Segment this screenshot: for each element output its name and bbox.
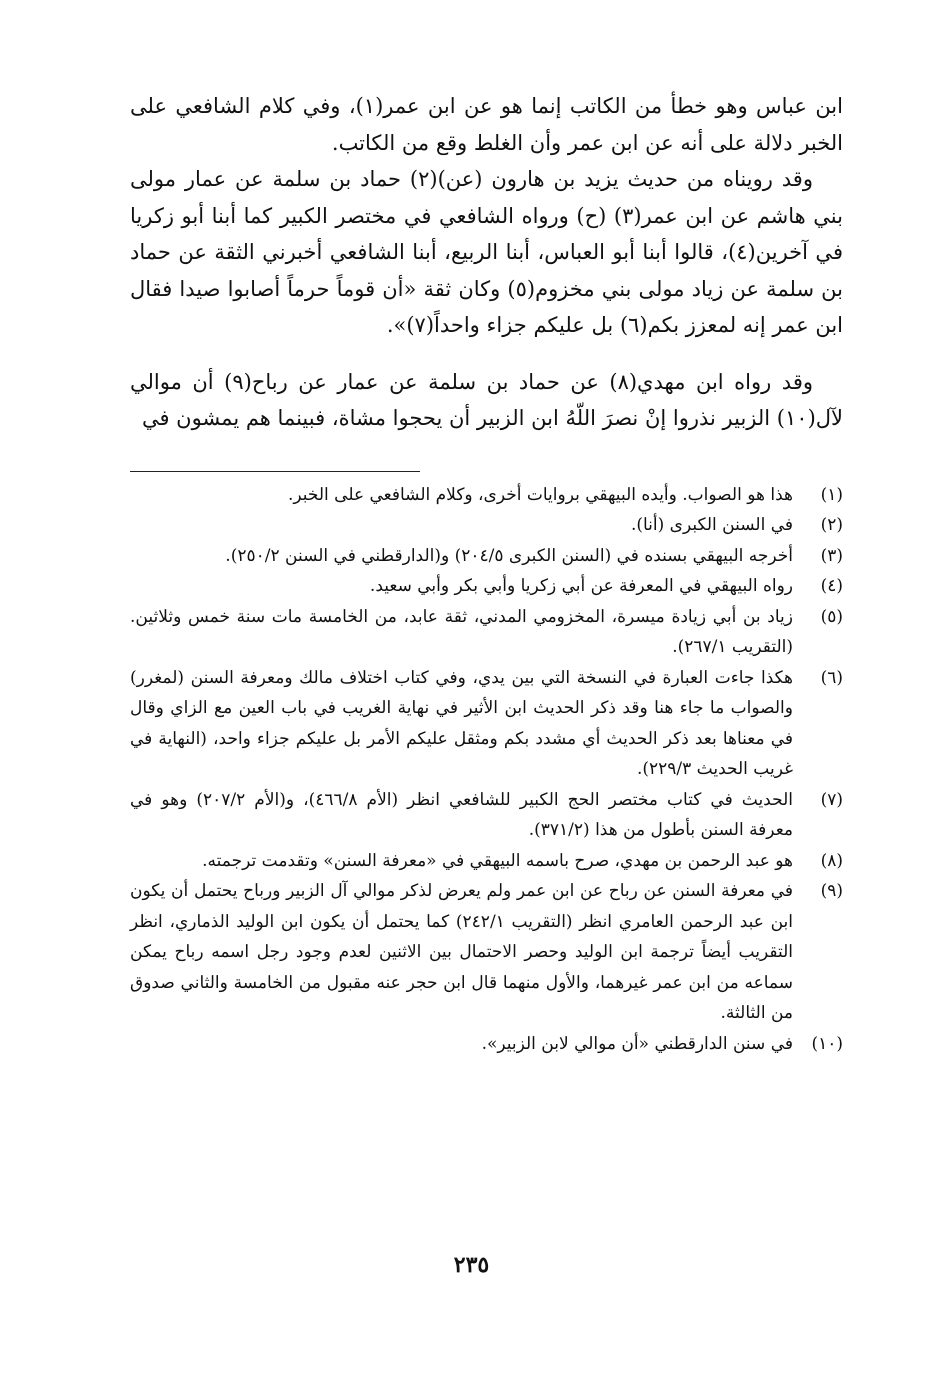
footnotes: [130, 480, 843, 1060]
footnote-text: أخرجه البيهقي بسنده في (السنن الكبرى ٢٠٤/٥) و(الدارقطني في السنن ٢٥٠/٢).: [225, 545, 793, 566]
footnote: [130, 663, 843, 785]
footnote-separator: [130, 471, 420, 472]
page-number: ٢٣٥: [453, 1252, 490, 1278]
footnote: [130, 510, 843, 541]
footnote-number: (٥): [820, 606, 843, 627]
footnote-number: (١): [820, 484, 843, 505]
footnote-text: رواه البيهقي في المعرفة عن أبي زكريا وأبي بكر وأبي سعيد.: [369, 576, 793, 596]
footnote: [130, 876, 843, 1029]
footnote-number: (٩): [820, 881, 843, 901]
footnote-text: الحديث في كتاب مختصر الحج الكبير للشافعي انظر (الأم ٤٦٦/٨)، و(الأم ٢٠٧/٢) وهو في معرفة السنن بأطول من هذا (٣٧١/٢).: [130, 789, 793, 840]
main-text: [130, 88, 843, 437]
page-content: [130, 88, 843, 1059]
footnote-text: هذا هو الصواب. وأيده البيهقي بروايات أخرى، وكلام الشافعي على الخبر.: [287, 484, 793, 505]
body-paragraph-3: وقد رواه ابن مهدي(٨) عن حماد بن سلمة عن عمار عن رباح(٩) أن موالي لآل(١٠) الزبير نذروا إنْ نصرَ اللّهُ ابن الزبير أن يحجوا مشاة، فبينما هم يمشون في: [130, 369, 843, 430]
footnote-text: في السنن الكبرى (أنا).: [630, 515, 793, 535]
footnote: [130, 541, 843, 572]
footnote: [130, 602, 843, 663]
footnote: [130, 785, 843, 846]
footnote-text: في معرفة السنن عن رباح عن ابن عمر ولم يعرض لذكر موالي آل الزبير ورباح يحتمل أن يكون ابن عبد الرحمن العامري انظر (التقريب ٢٤٢/١) كما يحتمل أن يكون ابن الوليد الذماري، انظر التقريب أيضاً ترجمة ابن الوليد وحصر الاحتمال بين الاثنين لعدم وجود رجل اسمه رباح يمكن سماعه من ابن عمر غيرهما، والأول منهما قال ابن حجر عنه مقبول من الخامسة والثاني صدوق من الثالثة.: [130, 881, 793, 1023]
footnote-number: (١٠): [811, 1033, 843, 1054]
footnote-separator-wrap: [130, 437, 843, 480]
body-paragraph-1: ابن عباس وهو خطأ من الكاتب إنما هو عن ابن عمر(١)، وفي كلام الشافعي على الخبر دلالة على أنه عن ابن عمر وأن الغلط وقع من الكاتب.: [130, 94, 843, 155]
footnote-text: زياد بن أبي زيادة ميسرة، المخزومي المدني، ثقة عابد، من الخامسة مات سنة خمس وثلاثين. (التقريب ٢٦٧/١).: [130, 606, 793, 657]
footnote: [130, 1029, 843, 1060]
footnote-text: في سنن الدارقطني «أن موالي لابن الزبير».: [481, 1033, 793, 1054]
body-paragraph-2: وقد رويناه من حديث يزيد بن هارون (عن)(٢) حماد بن سلمة عن عمار مولى بني هاشم عن ابن عمر(٣) (ح) ورواه الشافعي في مختصر الكبير كما أبنا أبو زكريا في آخرين(٤)، قالوا أبنا أبو العباس، أبنا الربيع، أبنا الشافعي أخبرني الثقة عن حماد بن سلمة عن زياد مولى بني مخزوم(٥) وكان ثقة «أن قوماً حرماً أصابوا صيدا فقال ابن عمر إنه لمعزز بكم(٦) بل عليكم جزاء واحداً(٧)».: [130, 167, 843, 337]
footnote-number: (٣): [820, 545, 843, 566]
footnote: [130, 480, 843, 511]
footnote-number: (٨): [820, 850, 843, 871]
footnote-text: هكذا جاءت العبارة في النسخة التي بين يدي، وفي كتاب اختلاف مالك ومعرفة السنن (لمغرر) والصواب ما جاء هنا وقد ذكر الحديث ابن الأثير في نهاية الغريب في باب العين مع الزاي وقال في معناها بعد ذكر الحديث أي مشدد بكم ومثقل عليكم الأمر بل عليكم جزاء واحد، (النهاية في غريب الحديث ٢٢٩/٣).: [130, 667, 793, 779]
footnote: [130, 571, 843, 602]
footnote-text: هو عبد الرحمن بن مهدي، صرح باسمه البيهقي في «معرفة السنن» وتقدمت ترجمته.: [202, 850, 793, 871]
footnote-number: (٤): [820, 576, 843, 596]
footnote-number: (٦): [820, 667, 843, 688]
footnote-number: (٧): [820, 789, 843, 810]
footnote: [130, 846, 843, 877]
footnote-number: (٢): [820, 515, 843, 535]
